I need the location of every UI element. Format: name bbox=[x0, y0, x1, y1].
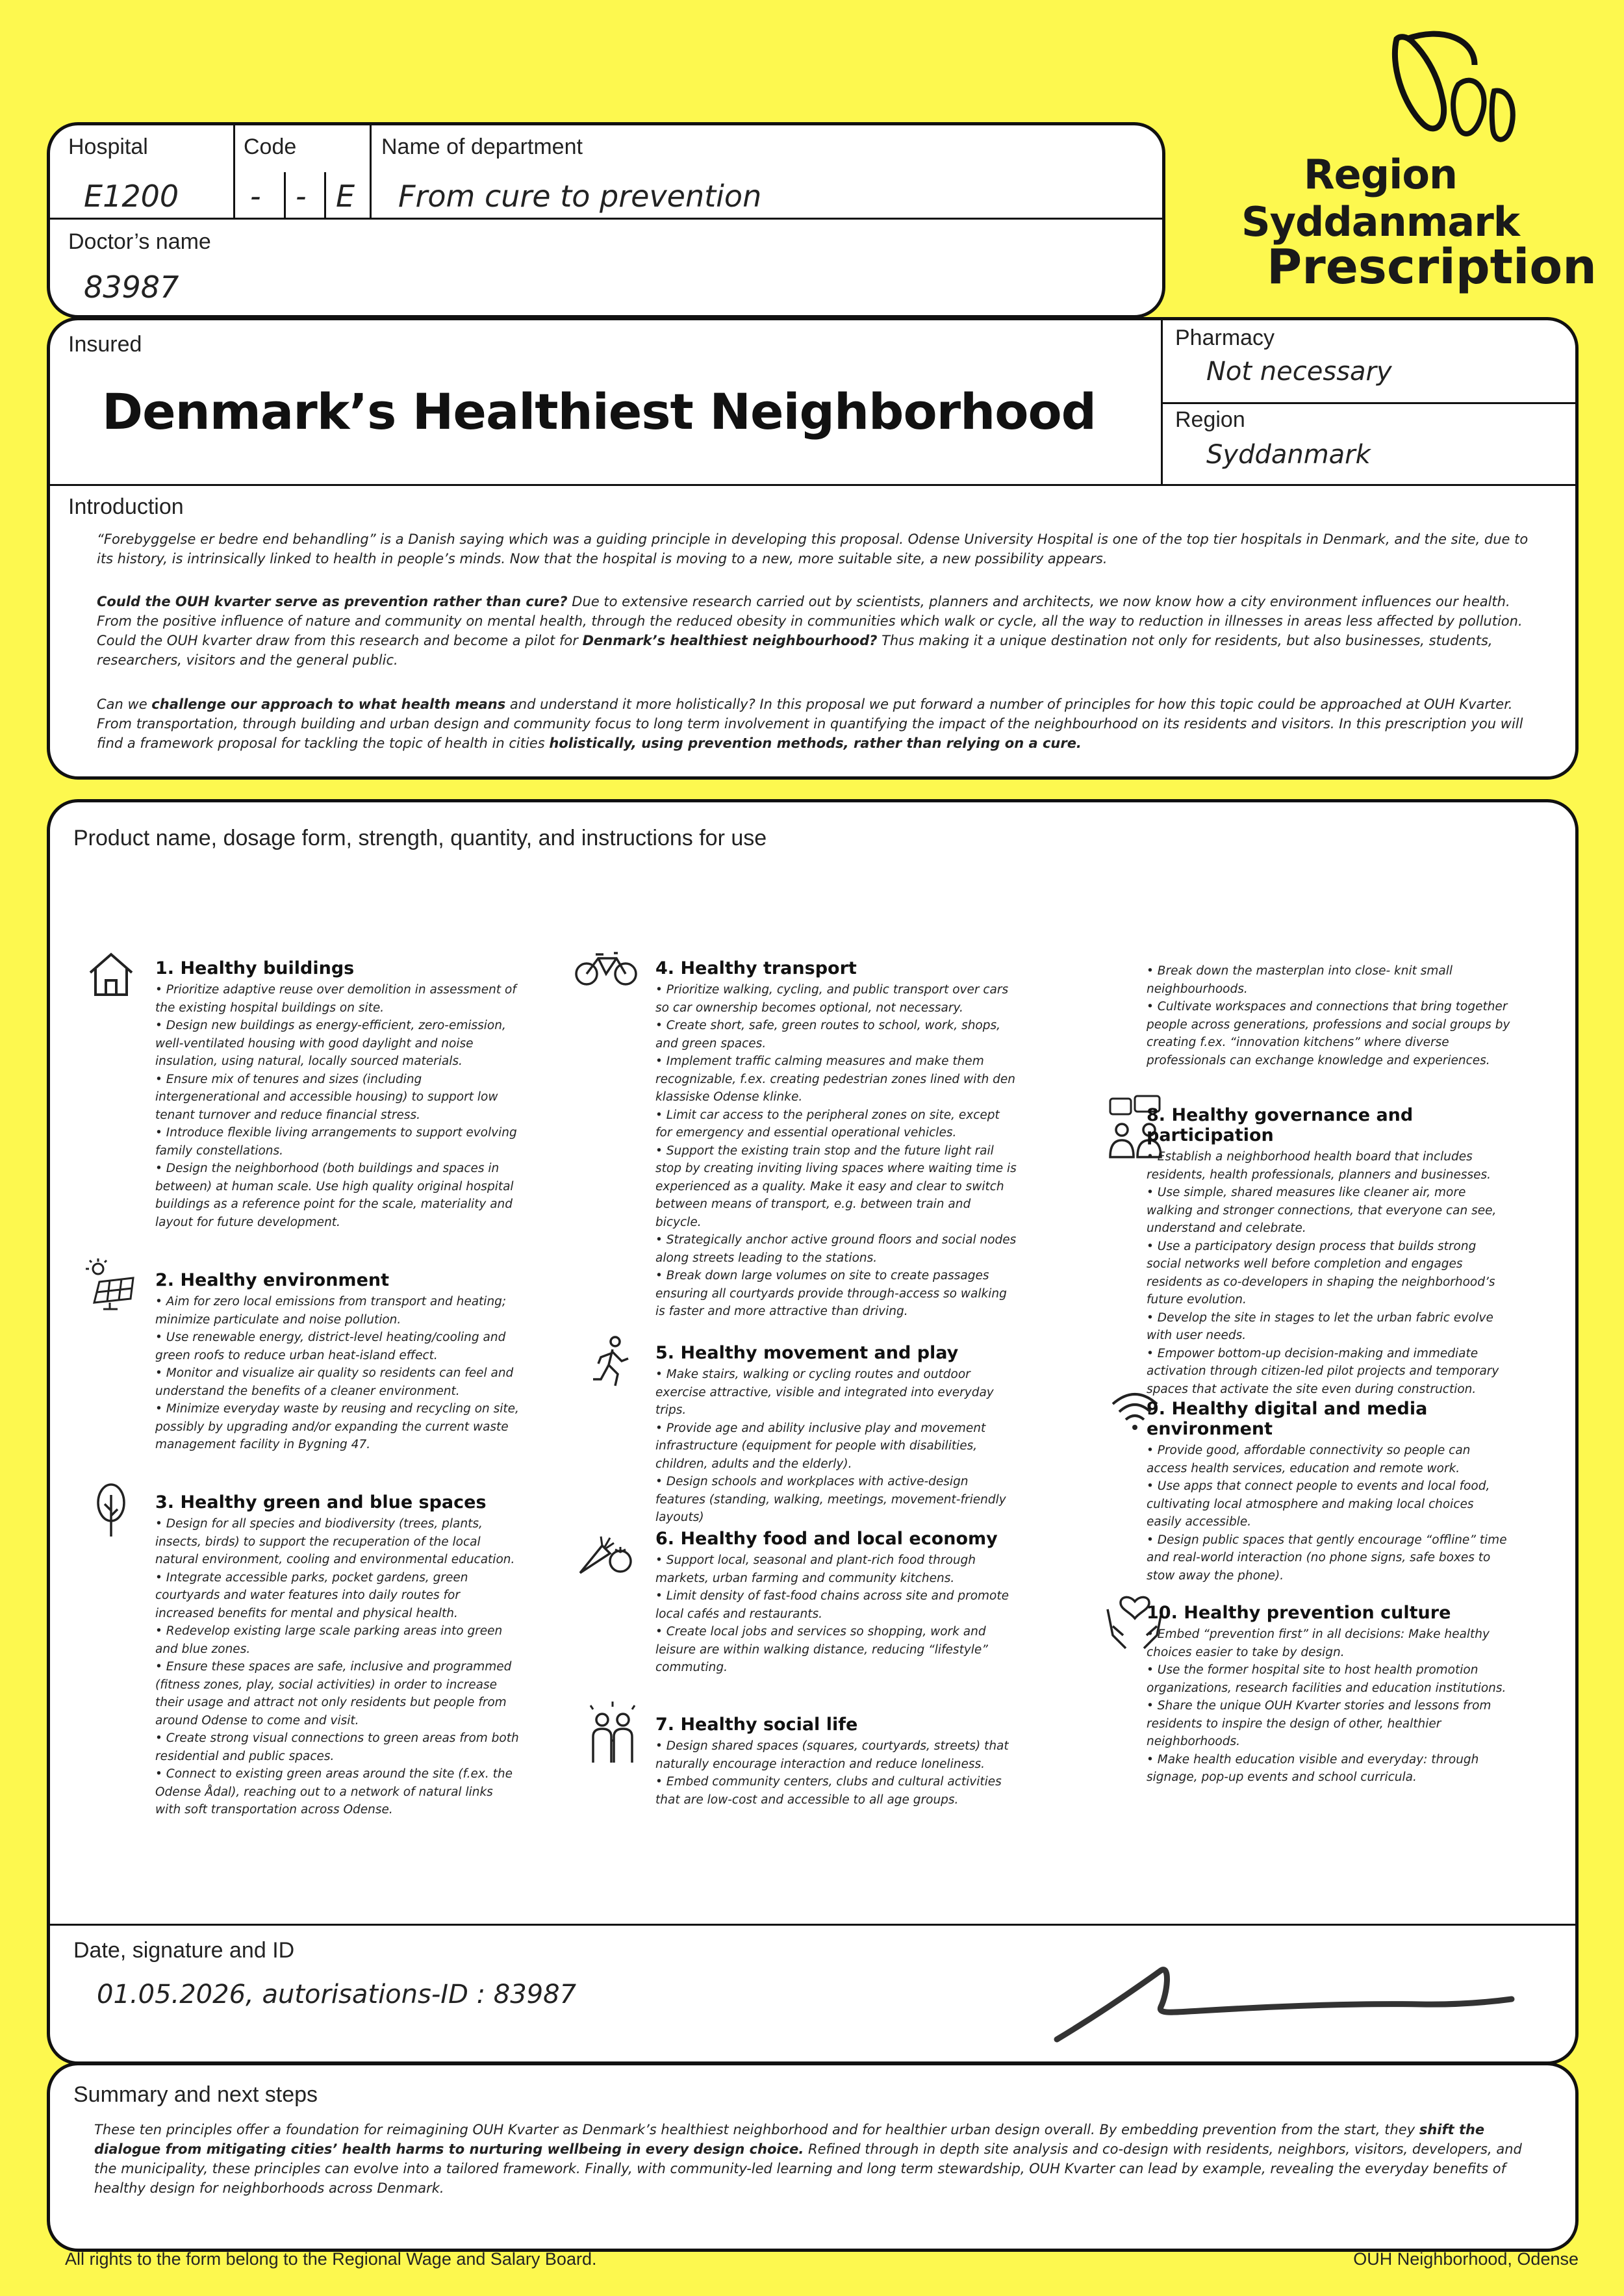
list-item: • Minimize everyday waste by reusing and recycling on site, possibly by upgrading and/or expanding the current waste management facility in Bygning 47. bbox=[155, 1400, 519, 1454]
list-item: • Ensure these spaces are safe, inclusive and programmed (fitness zones, play, social activities) in order to increase their usage and attract not only residents but people from around Odense to come and visit. bbox=[155, 1658, 519, 1729]
pharmacy-label: Pharmacy bbox=[1175, 325, 1275, 350]
hospital-label: Hospital bbox=[68, 134, 148, 159]
list-item: • Integrate accessible parks, pocket gardens, green courtyards and water features into daily routes for increased benefits for mental and physical health. bbox=[155, 1569, 519, 1623]
list-item: • Monitor and visualize air quality so residents can feel and understand the benefits of a cleaner environment. bbox=[155, 1364, 519, 1400]
list-item: • Create local jobs and services so shopping, work and leisure are within walking distance, reducing “lifestyle” commuting. bbox=[655, 1623, 1019, 1677]
list-item: • Embed community centers, clubs and cultural activities that are low-cost and accessible to all age groups. bbox=[655, 1773, 1019, 1809]
section-healthy-buildings bbox=[155, 958, 519, 1231]
list-item: • Cultivate workspaces and connections that bring together people across generations, professions and social groups by creating f.ex. “innovation kitchens” where diverse professionals can exchange knowledge and experiences. bbox=[1147, 998, 1510, 1069]
section-title: 6. Healthy food and local economy bbox=[655, 1529, 998, 1549]
summary-paragraph: These ten principles offer a foundation for reimagining OUH Kvarter as Denmark’s healthiest neighborhood and for healthier urban design overall. By embedding prevention from the start, they shift the dialogue from mitigating cities’ health harms to nurturing wellbeing in every design choice. Refined through in depth site analysis and co-design with residents, neighbors, visitors, developers, and the municipality, these principles can evolve into a tailored framework. Finally, with community-led learning and long term stewardship, OUH Kvarter can lead by example, revealing the everyday benefits of healthy design for neighborhoods across Denmark. bbox=[94, 2122, 1522, 2196]
list-item: • Design for all species and biodiversity (trees, plants, insects, birds) to support the recuperation of the local natural environment, cooling and environmental education. bbox=[155, 1515, 519, 1569]
code-value-1: - bbox=[250, 179, 261, 214]
document-type: Prescription bbox=[1267, 239, 1597, 295]
list-item: • Ensure mix of tenures and sizes (including intergenerational and accessible housing) to support low tenant turnover and reduce financial stress. bbox=[155, 1071, 519, 1125]
hospital-value: E1200 bbox=[84, 179, 179, 214]
list-item: • Use renewable energy, district-level heating/cooling and green roofs to reduce urban heat-island effect. bbox=[155, 1329, 519, 1364]
people-icon bbox=[581, 1700, 644, 1765]
insured-box bbox=[47, 317, 1579, 780]
list-item: • Aim for zero local emissions from transport and heating; minimize particulate and noise pollution. bbox=[155, 1293, 519, 1329]
section-title: 2. Healthy environment bbox=[155, 1270, 390, 1290]
code-value-2: - bbox=[296, 179, 307, 214]
section-title: 7. Healthy social life bbox=[655, 1715, 858, 1735]
list-item: • Use a participatory design process that builds strong social networks well before completion and engages residents as co-developers in shaping the neighborhood’s future evolution. bbox=[1147, 1238, 1510, 1309]
bicycle-icon bbox=[574, 941, 639, 996]
section-title: 10. Healthy prevention culture bbox=[1147, 1603, 1451, 1623]
solar-panel-icon bbox=[84, 1256, 138, 1310]
signature-label: Date, signature and ID bbox=[73, 1938, 295, 1963]
section-title: 3. Healthy green and blue spaces bbox=[155, 1492, 487, 1512]
brand-name: Region Syddanmark bbox=[1241, 151, 1520, 246]
code-label: Code bbox=[244, 134, 297, 159]
section-title: 4. Healthy transport bbox=[655, 958, 857, 978]
list-item: • Use simple, shared measures like cleaner air, more walking and stronger connections, that everyone can see, understand and celebrate. bbox=[1147, 1184, 1510, 1238]
list-item: • Support local, seasonal and plant-rich food through markets, urban farming and community kitchens. bbox=[655, 1551, 1019, 1587]
list-item: • Design shared spaces (squares, courtyards, streets) that naturally encourage interaction and reduce loneliness. bbox=[655, 1737, 1019, 1773]
section-title: 8. Healthy governance and participation bbox=[1147, 1105, 1414, 1145]
list-item: • Empower bottom-up decision-making and immediate activation through citizen-led pilot projects and temporary spaces that activate the site even during construction. bbox=[1147, 1345, 1510, 1399]
section-healthy-digital-media bbox=[1147, 1399, 1510, 1585]
list-item: • Make stairs, walking or cycling routes and outdoor exercise attractive, visible and integrated into everyday trips. bbox=[655, 1366, 1019, 1420]
list-item: • Implement traffic calming measures and make them recognizable, f.ex. creating pedestrian zones lined with den klassiske Odense klinke. bbox=[655, 1052, 1019, 1106]
summary-box bbox=[47, 2062, 1579, 2252]
tree-icon bbox=[84, 1482, 138, 1537]
section-healthy-social-life bbox=[655, 1715, 1019, 1809]
header-box bbox=[47, 122, 1165, 318]
list-item: • Design new buildings as energy-efficient, zero-emission, well-ventilated housing with good daylight and noise insulation, using natural, locally sourced materials. bbox=[155, 1017, 519, 1071]
section-healthy-green-blue-spaces bbox=[155, 1492, 519, 1819]
summary-label: Summary and next steps bbox=[73, 2082, 318, 2107]
list-item: • Limit car access to the peripheral zones on site, except for emergency and essential operational vehicles. bbox=[655, 1106, 1019, 1142]
list-item: • Provide good, affordable connectivity so people can access health services, education and remote work. bbox=[1147, 1442, 1510, 1477]
pharmacy-value: Not necessary bbox=[1206, 357, 1392, 387]
list-item: • Create short, safe, green routes to school, work, shops, and green spaces. bbox=[655, 1017, 1019, 1052]
section-healthy-food-local-economy bbox=[655, 1529, 1019, 1677]
intro-paragraph-1: “Forebyggelse er bedre end behandling” is a Danish saying which was a guiding principle in developing this proposal. Odense University Hospital is one of the top tier hospitals in Denmark, and the site, due to its history, is intrinsically linked to health in people’s minds. Now that the hospital is moving to a new, more suitable site, a new possibility appears. bbox=[97, 531, 1529, 567]
doctor-value: 83987 bbox=[84, 270, 179, 305]
section-healthy-social-life-continued bbox=[1147, 962, 1510, 1069]
section-healthy-movement-play bbox=[655, 1343, 1019, 1527]
section-title: 9. Healthy digital and media environment bbox=[1147, 1399, 1428, 1439]
region-syddanmark-logo bbox=[1377, 26, 1527, 162]
department-value: From cure to prevention bbox=[398, 179, 762, 214]
list-item: • Provide age and ability inclusive play and movement infrastructure (equipment for people with disabilities, children, adults and the elderly). bbox=[655, 1420, 1019, 1473]
vegetables-icon bbox=[574, 1524, 639, 1578]
list-item: • Use the former hospital site to host health promotion organizations, research facilities and education institutions. bbox=[1147, 1661, 1510, 1697]
signature-value: 01.05.2026, autorisations-ID : 83987 bbox=[97, 1980, 577, 2009]
intro-paragraph-2: Could the OUH kvarter serve as prevention rather than cure? Due to extensive research carried out by scientists, planners and architects, we now know how a city environment influences our health. From the positive influence of nature and community on mental health, through the reduced obesity in communities which walk or cycle, all the way to reduction in illnesses in areas less affected by pollution. Could the OUH kvarter draw from this research and become a pilot for Denmark’s healthiest neighbourhood? Thus making it a unique destination not only for residents, but also businesses, students, researchers, visitors and the general public. bbox=[97, 594, 1523, 668]
list-item: • Create strong visual connections to green areas from both residential and public spaces. bbox=[155, 1729, 519, 1765]
list-item: • Make health education visible and everyday: through signage, pop-up events and school curricula. bbox=[1147, 1751, 1510, 1787]
region-label: Region bbox=[1175, 407, 1245, 432]
insured-value: Denmark’s Healthiest Neighborhood bbox=[102, 383, 1097, 440]
section-title: 1. Healthy buildings bbox=[155, 958, 355, 978]
list-item: • Limit density of fast-food chains across site and promote local cafés and restaurants. bbox=[655, 1587, 1019, 1623]
intro-label: Introduction bbox=[68, 494, 184, 519]
code-value-3: E bbox=[336, 179, 355, 214]
list-item: • Strategically anchor active ground floors and social nodes along streets leading to the stations. bbox=[655, 1231, 1019, 1267]
intro-paragraph-3: Can we challenge our approach to what health means and understand it more holistically? In this proposal we put forward a number of principles for how this topic could be approached at OUH Kvarter. From transportation, through building and urban design and community focus to long term involvement in quantifying the impact of the neighbourhood on its residents and visitors. In this prescription you will find a framework proposal for tackling the topic of health in cities holistically, using prevention methods, rather than relying on a cure. bbox=[97, 696, 1523, 751]
footer-left: All rights to the form belong to the Regional Wage and Salary Board. bbox=[65, 2249, 597, 2269]
list-item: • Share the unique OUH Kvarter stories and lessons from residents to inspire the design of other, healthier neighborhoods. bbox=[1147, 1697, 1510, 1751]
section-healthy-prevention-culture bbox=[1147, 1603, 1510, 1787]
list-item: • Break down the masterplan into close- knit small neighbourhoods. bbox=[1147, 962, 1510, 998]
section-healthy-transport bbox=[655, 958, 1019, 1321]
insured-label: Insured bbox=[68, 332, 142, 357]
section-title: 5. Healthy movement and play bbox=[655, 1343, 959, 1363]
doctor-label: Doctor’s name bbox=[68, 229, 211, 254]
footer-right: OUH Neighborhood, Odense bbox=[1353, 2249, 1579, 2269]
runner-icon bbox=[585, 1334, 640, 1388]
department-label: Name of department bbox=[381, 134, 583, 159]
list-item: • Use apps that connect people to events and local food, cultivating local atmosphere and making local choices easily accessible. bbox=[1147, 1477, 1510, 1531]
list-item: • Design schools and workplaces with active-design features (standing, walking, meetings, movement-friendly layouts) bbox=[655, 1473, 1019, 1527]
list-item: • Prioritize walking, cycling, and public transport over cars so car ownership becomes optional, not necessary. bbox=[655, 981, 1019, 1017]
list-item: • Prioritize adaptive reuse over demolition in assessment of the existing hospital buildings on site. bbox=[155, 981, 519, 1017]
handwritten-signature bbox=[1044, 1955, 1525, 2046]
product-label: Product name, dosage form, strength, quantity, and instructions for use bbox=[73, 826, 767, 850]
list-item: • Connect to existing green areas around the site (f.ex. the Odense Ådal), reaching out to a network of natural links with soft transportation across Odense. bbox=[155, 1765, 519, 1819]
section-healthy-governance bbox=[1147, 1105, 1510, 1398]
list-item: • Establish a neighborhood health board that includes residents, health professionals, planners and businesses. bbox=[1147, 1148, 1510, 1184]
list-item: • Design public spaces that gently encourage “offline” time and real-world interaction (no phone signs, safe boxes to stow away the phone). bbox=[1147, 1531, 1510, 1585]
section-healthy-environment bbox=[155, 1270, 519, 1454]
list-item: • Embed “prevention first” in all decisions: Make healthy choices easier to take by design. bbox=[1147, 1626, 1510, 1661]
list-item: • Develop the site in stages to let the urban fabric evolve with user needs. bbox=[1147, 1309, 1510, 1345]
house-icon bbox=[84, 947, 138, 1001]
list-item: • Redevelop existing large scale parking areas into green and blue zones. bbox=[155, 1622, 519, 1658]
list-item: • Break down large volumes on site to create passages ensuring all courtyards provide through-access so walking is faster and more attractive than driving. bbox=[655, 1267, 1019, 1321]
list-item: • Introduce flexible living arrangements to support evolving family constellations. bbox=[155, 1124, 519, 1160]
list-item: • Design the neighborhood (both buildings and spaces in between) at human scale. Use high quality original hospital buildings as a reference point for the scale, materiality and layout for future development. bbox=[155, 1160, 519, 1231]
region-value: Syddanmark bbox=[1206, 440, 1371, 470]
list-item: • Support the existing train stop and the future light rail stop by creating inviting living spaces where waiting time is experienced as a quality. Make it easy and clear to switch between means of transport, e.g. between train and bicycle. bbox=[655, 1142, 1019, 1232]
product-box bbox=[47, 799, 1579, 2065]
